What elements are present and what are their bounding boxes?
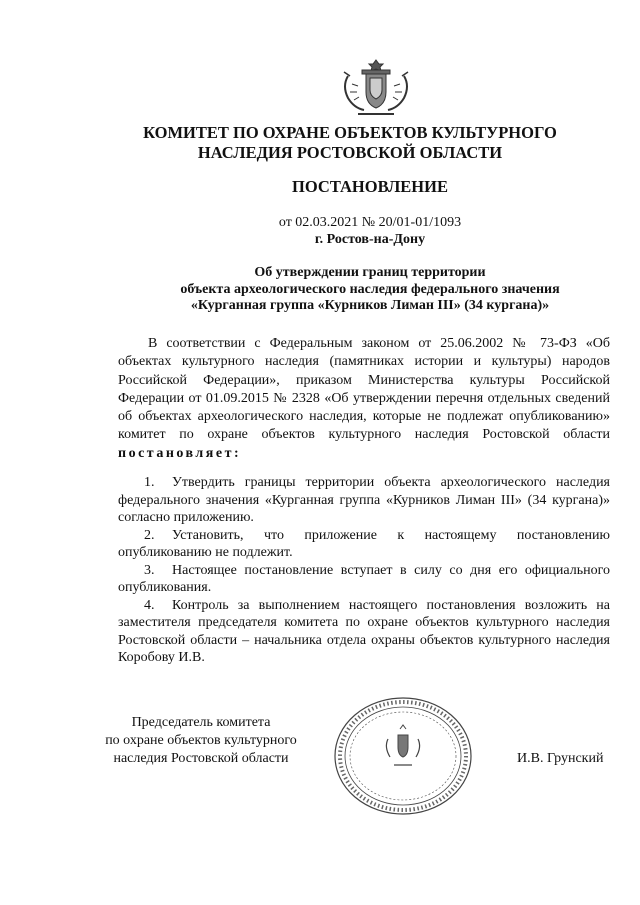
org-line-2: НАСЛЕДИЯ РОСТОВСКОЙ ОБЛАСТИ [197,143,503,162]
list-item [118,474,610,527]
signatory-name: И.В. Грунский [517,751,604,766]
signatory-title-line-1: Председатель комитета [131,715,271,730]
list-item [118,597,610,667]
city: г. Ростов-на-Дону [314,232,426,247]
subject-line-1: Об утверждении границ территории [254,265,486,280]
signatory-title-line-2: по охране объектов культурного [105,733,297,748]
list-item [118,527,610,562]
item-number: 1. [144,475,155,490]
preamble-text: В соответствии с Федеральным законом от 25.06.2002 № 73-ФЗ «Об объектах культурного наследия (памятниках истории и культуры) народов Российской Федерации», приказом Министерства культуры Российской Федерации от 01.09.2015 № 2328 «Об утверждении перечня отдельных сведений об объектах археологического наследия, которые не подлежат опубликованию» комитет по охране объектов культурного наследия Ростовской области [118,336,610,443]
item-number: 3. [144,562,155,578]
document-type: ПОСТАНОВЛЕНИЕ [292,177,448,196]
subject-line-2: объекта археологического наследия федерального значения [180,281,560,297]
item-text: Контроль за выполнением настоящего постановления возложить на заместителя председателя комитета по охране объектов культурного наследия Ростовской области – начальника отдела охраны объектов культурного наследия Коробову И.В. [118,597,610,665]
item-number: 2. [144,527,155,543]
preamble [118,335,610,463]
item-number: 4. [144,597,155,613]
official-seal-icon [332,695,474,817]
subject-line-3: «Курганная группа «Курников Лиман III» (34 кургана)» [190,298,550,313]
document-subject [0,265,640,315]
item-text: Настоящее постановление вступает в силу со дня его официального опубликования. [118,562,610,595]
signatory-title-line-3: наследия Ростовской области [113,751,289,766]
decree-word: постановляет: [118,445,242,461]
item-text: Утвердить границы территории объекта археологического наследия федерального значения «Курганная группа «Курников Лиман III» (34 кургана)» согласно приложению. [118,475,610,525]
org-line-1: КОМИТЕТ ПО ОХРАНЕ ОБЪЕКТОВ КУЛЬТУРНОГО [143,123,557,142]
coat-of-arms-icon [338,56,414,122]
decree-items [118,474,610,667]
document-meta [0,214,640,248]
list-item [118,562,610,597]
organization-name [60,123,640,163]
signatory-title [88,714,314,768]
date-number: от 02.03.2021 № 20/01-01/1093 [278,215,462,230]
item-text: Установить, что приложение к настоящему постановлению опубликованию не подлежит. [118,527,610,560]
